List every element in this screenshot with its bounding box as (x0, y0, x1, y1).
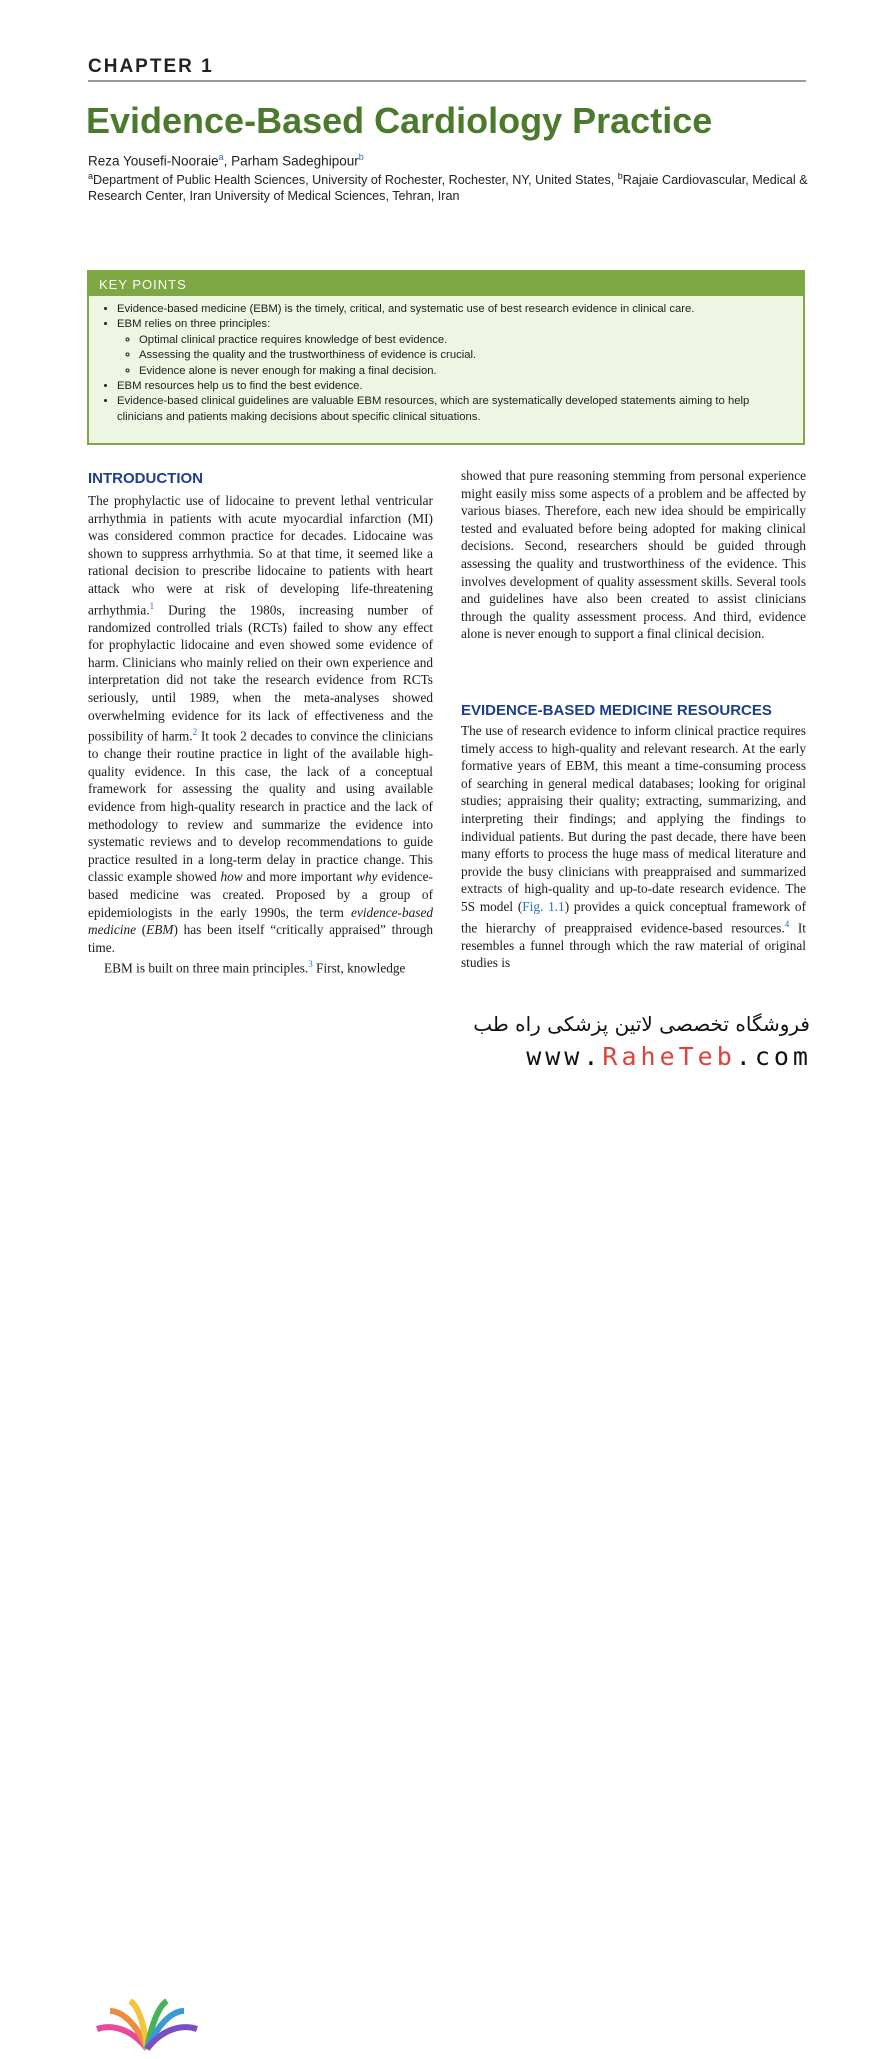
author-mark: a (218, 152, 224, 162)
resources-paragraph: The use of research evidence to inform clinical practice requires timely access to high-quality and relevant research. At the early formative years of EBM, this meant a time-consuming process of searching in general medical databases; looking for original studies; appraising their quality; extracting, summarizing, and interpreting their findings; and applying the findings to individual patients. But during the past decade, there have been many efforts to process the huge mass of medical literature and provide the busy clinicians with preappraised and summarized extracts of high-quality and up-to-date research evidence. The 5S model (Fig. 1.1) provides a quick conceptual framework of the hierarchy of preappraised evidence-based resources.$^4$ It resembles a funnel through which the raw material of original studies is (461, 723, 807, 971)
citation-link[interactable]: 1 (149, 600, 155, 611)
intro-paragraph-2: EBM is built on three main principles.$^3$ First, knowledge (104, 959, 406, 976)
store-name: فروشگاه تخصصی لاتین پزشکی راه طب (473, 1012, 810, 1036)
figure-link[interactable]: Fig. 1.1 (522, 898, 565, 914)
intro-column (88, 492, 433, 977)
citation-link[interactable]: 2 (192, 727, 198, 738)
affiliation-a: Department of Public Health Sciences, University of Rochester, Rochester, NY, United States, (93, 173, 618, 188)
key-points-box (87, 270, 805, 445)
list-item: ◦ Evidence alone is never enough for making a final decision. (139, 364, 783, 379)
list-item: • Evidence-based medicine (EBM) is the timely, critical, and systematic use of best research evidence in clinical care. (117, 302, 793, 317)
citation-link[interactable]: 3 (308, 959, 313, 970)
key-points-list (89, 302, 803, 425)
list-item: ◦ Optimal clinical practice requires knowledge of best evidence. (139, 333, 783, 348)
right-column-continuation (461, 467, 806, 643)
list-item: • EBM resources help us to find the best evidence. (117, 379, 793, 394)
affiliations (88, 168, 808, 204)
section-heading-ebm-resources: EVIDENCE-BASED MEDICINE RESOURCES (461, 702, 772, 719)
resources-column (461, 722, 806, 972)
affil-mark: a (88, 171, 94, 181)
section-heading-introduction: INTRODUCTION (88, 470, 203, 487)
list-item: • Evidence-based clinical guidelines are valuable EBM resources, which are systematically developed statements aiming to help clinicians and patients making decisions about specific clinical situations. (117, 394, 793, 425)
list-item: ◦ Assessing the quality and the trustworthiness of evidence is crucial. (139, 348, 783, 363)
list-item: • EBM relies on three principles: ◦ Optimal clinical practice requires knowledge of best evidence. ◦ Assessing the quality and the trustworthiness of evidence is crucial. ◦ Evidence alone is never enough for making a final decision. (117, 317, 793, 379)
chapter-title: Evidence-Based Cardiology Practice (86, 100, 713, 141)
affiliation-b: Rajaie Cardiovascular, Medical & Research Center, Iran University of Medical Sciences, Tehran, Iran (88, 173, 808, 204)
continuation-paragraph: showed that pure reasoning stemming from personal experience might easily miss some aspects of a problem and be affected by various biases. Therefore, each new idea should be empirically tested and evaluated before being adopted for making clinical decisions. Second, researchers should be guided through assessing the quality and trustworthiness of the evidence. This involves development of quality assessment skills. Several tools and guidelines have also been created to assist clinicians through the quality assessment process. And third, evidence alone is never enough to support a final clinical decision. (461, 468, 806, 642)
author-mark: b (358, 152, 364, 162)
key-points-heading: KEY POINTS (89, 272, 803, 296)
book-logo-icon (92, 1999, 202, 2059)
author-name: Reza Yousefi-Nooraie (88, 153, 219, 169)
chapter-label: CHAPTER 1 (88, 56, 214, 77)
citation-link[interactable]: 4 (784, 918, 790, 929)
author-name: Parham Sadeghipour (231, 153, 359, 169)
store-url[interactable]: www.RaheTeb.com (526, 1042, 812, 1071)
sub-list (117, 333, 793, 379)
affil-mark: b (617, 171, 623, 181)
intro-paragraph-1: The prophylactic use of lidocaine to prevent lethal ventricular arrhythmia in patients with acute myocardial infarction (MI) was considered common practice for decades. Lidocaine was shown to suppress arrhythmia. So at that time, it seemed like a rational decision to prescribe lidocaine to patients with heart attack who were at risk of developing life-threatening arrhythmia.$^1$ During the 1980s, increasing number of randomized controlled trials (RCTs) failed to show any effect for prophylactic lidocaine and even showed some evidence of harm. Clinicians who mainly relied on their own experience and interpretation did not take the research evidence from RCTs seriously, until 1989, when the meta-analyses showed overwhelming evidence for its lack of effectiveness and the possibility of harm.$^2$ It took 2 decades to convince the clinicians to change their routine practice in light of the available high-quality evidence. In this case, the lack of a conceptual framework for assessing the quality and using available evidence from high-quality research in practice and the lack of methodology to review and summarize the evidence into systematic reviews and to develop recommendations to guide practice resulted in a long-term delay in practice change. This classic example showed how and more important why evidence-based medicine was created. Proposed by a group of epidemiologists in the early 1990s, the term evidence-based medicine (EBM) has been itself “critically appraised” through time. (88, 493, 433, 955)
author-line: Reza Yousefi-Nooraie$^a$, Parham Sadeghipour$^b$ (88, 152, 364, 169)
chapter-rule (88, 80, 806, 82)
